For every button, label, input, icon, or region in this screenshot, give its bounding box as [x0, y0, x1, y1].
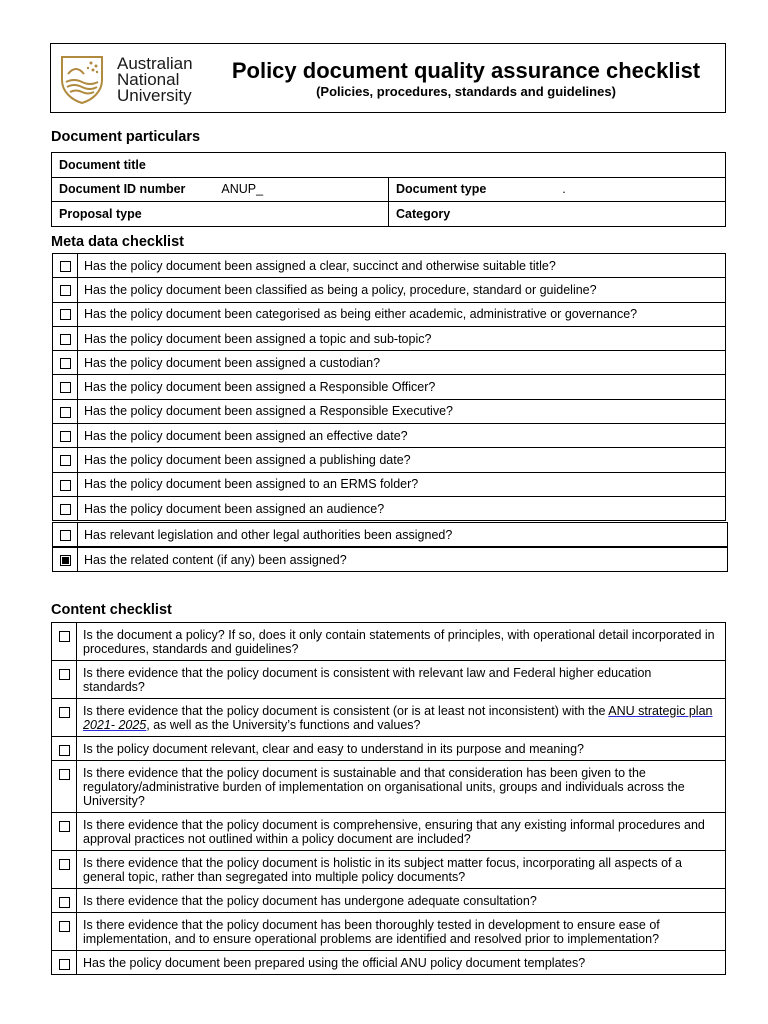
checkbox-cell [52, 623, 77, 661]
content-checklist-row [52, 623, 726, 661]
checkbox-cell [53, 472, 78, 496]
meta-checklist-row [53, 326, 726, 350]
category-label: Category [396, 206, 451, 221]
document-type-field[interactable] [389, 177, 726, 202]
document-title-label: Document title [59, 157, 146, 172]
checkbox-cell [52, 699, 77, 737]
anu-crest-icon [58, 54, 106, 104]
proposal-type-label: Proposal type [59, 206, 142, 221]
meta-checklist-row [53, 375, 726, 399]
checkbox-cell [53, 424, 78, 448]
meta-checklist-extra-row [52, 522, 728, 547]
content-checklist-table [51, 622, 726, 975]
meta-checklist-table [52, 253, 726, 521]
checklist-question: Has the policy document been categorised as being either academic, administrative or governance? [78, 302, 726, 326]
table-row [52, 202, 726, 227]
checkbox[interactable] [60, 431, 71, 442]
checklist-question: Is there evidence that the policy document is sustainable and that consideration has been given to the regulatory/administrative burden of implementation on organisational units, groups and individuals across the University? [77, 761, 726, 813]
checkbox[interactable] [60, 382, 71, 393]
strategic-plan-years[interactable]: 2021- 2025 [83, 718, 147, 732]
document-title-field[interactable] [52, 153, 726, 178]
document-id-field[interactable] [52, 177, 389, 202]
checkbox[interactable] [60, 504, 71, 515]
meta-checklist-extra-row [52, 547, 728, 572]
checklist-question: Is the document a policy? If so, does it only contain statements of principles, with operational detail incorporated in procedures, standards and guidelines? [77, 623, 726, 661]
question-text: Is there evidence that the policy document is consistent (or is at least not inconsistent) with the [83, 704, 609, 718]
meta-checklist-row [53, 302, 726, 326]
checklist-question: Has the policy document been assigned a Responsible Executive? [78, 399, 726, 423]
checkbox[interactable] [59, 859, 70, 870]
meta-checklist-row [53, 496, 726, 520]
checkbox[interactable] [60, 358, 71, 369]
question-text: , as well as the University’s functions and values? [146, 718, 421, 732]
checklist-question: Has the policy document been assigned a custodian? [78, 351, 726, 375]
checkbox[interactable] [60, 309, 71, 320]
meta-checklist-row [53, 424, 726, 448]
checkbox[interactable] [60, 455, 71, 466]
checkbox[interactable] [60, 407, 71, 418]
logo-line: National [117, 70, 180, 89]
meta-checklist-row [53, 548, 728, 572]
checkbox-cell [52, 889, 77, 913]
meta-checklist-row [53, 523, 728, 547]
category-field[interactable] [389, 202, 726, 227]
logo-wordmark [117, 56, 193, 104]
checklist-question: Is there evidence that the policy document has been thoroughly tested in development to ensure ease of implementation, and to ensure operational problems are identified and resolved prior to implementation? [77, 913, 726, 951]
checklist-question: Has relevant legislation and other legal authorities been assigned? [78, 523, 728, 547]
logo-line: University [117, 86, 192, 105]
checkbox-cell [52, 913, 77, 951]
checkbox[interactable] [59, 821, 70, 832]
content-checklist-row [52, 913, 726, 951]
checklist-question: Has the policy document been assigned a Responsible Officer? [78, 375, 726, 399]
particulars-heading: Document particulars [51, 129, 201, 145]
content-heading: Content checklist [51, 602, 172, 618]
content-checklist-row [52, 951, 726, 975]
document-type-label: Document type [396, 182, 487, 197]
checkbox[interactable] [60, 480, 71, 491]
meta-checklist-row [53, 351, 726, 375]
checkbox[interactable] [59, 769, 70, 780]
checkbox-cell [52, 737, 77, 761]
checklist-question: Is there evidence that the policy document has undergone adequate consultation? [77, 889, 726, 913]
checkbox-cell [53, 375, 78, 399]
meta-checklist-row [53, 254, 726, 278]
document-type-value: . [562, 182, 566, 197]
logo-line: Australian [117, 54, 193, 73]
checklist-question: Has the policy document been assigned an audience? [78, 496, 726, 520]
checkbox[interactable] [59, 669, 70, 680]
meta-checklist-row [53, 448, 726, 472]
checkbox-cell [53, 448, 78, 472]
checkbox[interactable] [59, 959, 70, 970]
checkbox-cell [53, 302, 78, 326]
checklist-question: Has the policy document been assigned a publishing date? [78, 448, 726, 472]
checklist-question: Has the related content (if any) been assigned? [78, 548, 728, 572]
checklist-question: Has the policy document been assigned to an ERMS folder? [78, 472, 726, 496]
content-checklist-row [52, 761, 726, 813]
checkbox-cell [52, 851, 77, 889]
checkbox-cell [53, 523, 78, 547]
content-checklist-row [52, 889, 726, 913]
checkbox-cell [52, 761, 77, 813]
checklist-question: Has the policy document been assigned an effective date? [78, 424, 726, 448]
strategic-plan-link[interactable]: ANU strategic plan [608, 704, 713, 718]
checkbox-cell [53, 254, 78, 278]
checkbox[interactable] [59, 631, 70, 642]
checkbox-cell [52, 661, 77, 699]
content-checklist-row [52, 813, 726, 851]
checkbox[interactable] [59, 745, 70, 756]
checkbox-cell [53, 351, 78, 375]
checkbox-cell [53, 548, 78, 572]
document-id-label: Document ID number [59, 182, 186, 197]
content-checklist-row [52, 661, 726, 699]
checkbox-cell [53, 326, 78, 350]
page-subtitle: (Policies, procedures, standards and guidelines) [316, 84, 616, 99]
document-id-value: ANUP_ [221, 182, 264, 197]
checklist-question: Is there evidence that the policy document is consistent with relevant law and Federal higher education standards? [77, 661, 726, 699]
checklist-question: Is the policy document relevant, clear and easy to understand in its purpose and meaning? [77, 737, 726, 761]
checklist-question [77, 699, 726, 737]
proposal-type-field[interactable] [52, 202, 389, 227]
checklist-question: Has the policy document been assigned a topic and sub-topic? [78, 326, 726, 350]
checkbox[interactable] [59, 897, 70, 908]
meta-heading: Meta data checklist [51, 234, 184, 250]
checkbox[interactable] [60, 334, 71, 345]
checkbox[interactable] [60, 285, 71, 296]
content-checklist-row [52, 699, 726, 737]
checklist-question: Has the policy document been classified as being a policy, procedure, standard or guideline? [78, 278, 726, 302]
anu-logo [58, 54, 202, 106]
checkbox[interactable] [60, 530, 71, 541]
table-row [52, 177, 726, 202]
checkbox-checked[interactable] [60, 555, 71, 566]
checkbox-cell [52, 951, 77, 975]
checklist-question: Has the policy document been prepared using the official ANU policy document templates? [77, 951, 726, 975]
content-checklist-row [52, 851, 726, 889]
document-particulars-table [51, 152, 726, 227]
meta-checklist-row [53, 399, 726, 423]
content-checklist-row [52, 737, 726, 761]
checklist-question: Has the policy document been assigned a clear, succinct and otherwise suitable title? [78, 254, 726, 278]
checklist-question: Is there evidence that the policy document is comprehensive, ensuring that any existing informal procedures and approval practices not outlined within a policy document are included? [77, 813, 726, 851]
checkbox[interactable] [59, 707, 70, 718]
document-header [50, 43, 726, 113]
checkbox-cell [53, 278, 78, 302]
checkbox-cell [52, 813, 77, 851]
meta-checklist-row [53, 472, 726, 496]
checkbox[interactable] [60, 261, 71, 272]
table-row [52, 153, 726, 178]
meta-checklist-row [53, 278, 726, 302]
checkbox-cell [53, 399, 78, 423]
checkbox[interactable] [59, 921, 70, 932]
page-title: Policy document quality assurance checklist [231, 58, 701, 83]
checkbox-cell [53, 496, 78, 520]
checklist-question: Is there evidence that the policy document is holistic in its subject matter focus, incorporating all aspects of a general topic, rather than segregated into multiple policy documents? [77, 851, 726, 889]
